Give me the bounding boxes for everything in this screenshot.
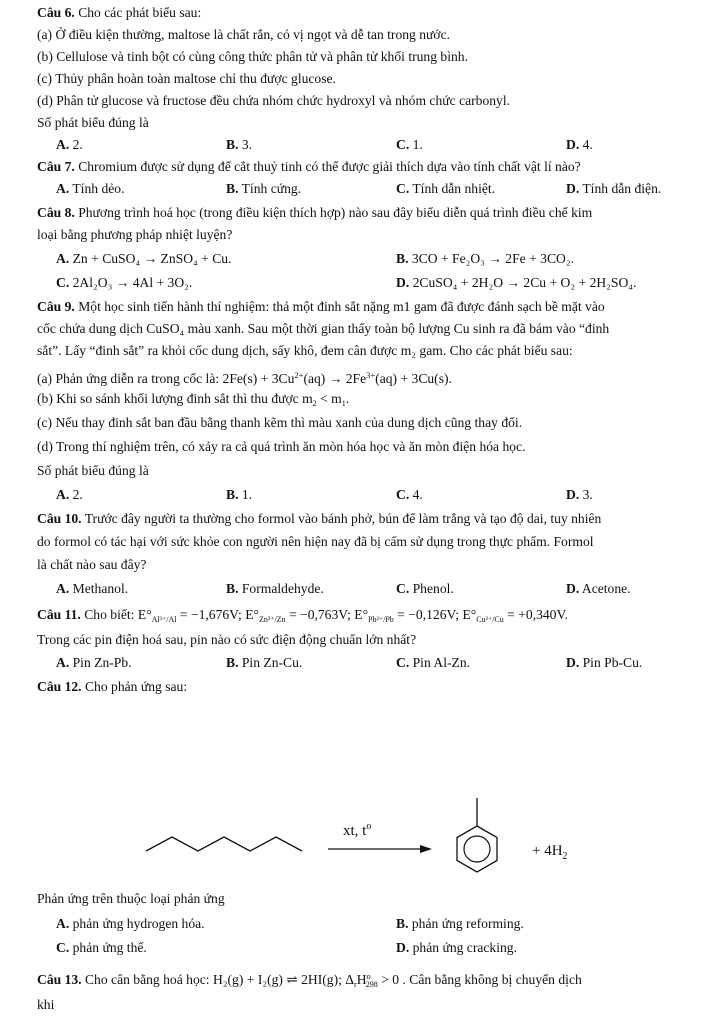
q13-stem-line2: khi bbox=[37, 997, 55, 1012]
q12-option-a[interactable]: A. phản ứng hydrogen hóa. bbox=[56, 916, 205, 931]
q6-statement-c: (c) Thủy phân hoàn toàn maltose chỉ thu được glucose. bbox=[37, 71, 336, 86]
q9-option-b[interactable]: B. 1. bbox=[226, 487, 253, 502]
q8-option-b[interactable]: B. 3CO + Fe₂O₃ → 2Fe + 3CO₂. bbox=[396, 251, 574, 266]
q7-stem: Câu 7. Chromium được sử dụng để cắt thuỷ tinh có thể được giải thích dựa vào tính chất vật lí nào? bbox=[37, 159, 581, 174]
q6-statement-a: (a) Ở điều kiện thường, maltose là chất rắn, có vị ngọt và dễ tan trong nước. bbox=[37, 27, 451, 42]
q12-stem: Câu 12. Cho phản ứng sau: bbox=[37, 679, 188, 694]
q8-stem-line1: Câu 8. Phương trình hoá học (trong điều kiện thích hợp) nào sau đây biểu diễn quá trình điều chế kim bbox=[37, 205, 593, 220]
q11-option-b[interactable]: B. Pin Zn-Cu. bbox=[226, 655, 303, 670]
q6-option-c[interactable]: C. 1. bbox=[396, 137, 423, 152]
potential-cu: $E^\circ_{Cu^{2+}/Cu} = +0,340V$. bbox=[462, 607, 568, 624]
aromatic-circle bbox=[464, 836, 490, 862]
q9-statement-d: (d) Trong thí nghiệm trên, có xảy ra cả quá trình ăn mòn hóa học và ăn mòn điện hóa học. bbox=[37, 439, 526, 454]
q12-option-d[interactable]: D. phản ứng cracking. bbox=[396, 940, 518, 955]
q9-option-c[interactable]: C. 4. bbox=[396, 487, 423, 502]
q9-option-a[interactable]: A. 2. bbox=[56, 487, 83, 502]
q6-statement-b: (b) Cellulose và tinh bột có cùng công thức phân tử và phân tử khối trung bình. bbox=[37, 49, 468, 64]
q8-option-c[interactable]: C. 2Al₂O₃ → 4Al + 3O₂. bbox=[56, 275, 193, 290]
q11-option-d[interactable]: D. Pin Pb-Cu. bbox=[566, 655, 643, 670]
q9-option-d[interactable]: D. 3. bbox=[566, 487, 593, 502]
q7-option-b[interactable]: B. Tính cứng. bbox=[226, 181, 302, 196]
q12-option-b[interactable]: B. phản ứng reforming. bbox=[396, 916, 524, 931]
q12-option-c[interactable]: C. phản ứng thế. bbox=[56, 940, 147, 955]
potential-pb: $E^\circ_{Pb^{2+}/Pb} = -0,126V$; bbox=[354, 607, 460, 624]
q12-reaction-scheme bbox=[0, 700, 725, 880]
q10-option-d[interactable]: D. Acetone. bbox=[566, 581, 631, 596]
q11-stem-line2: Trong các pin điện hoá sau, pin nào có sức điện động chuẩn lớn nhất? bbox=[37, 632, 417, 647]
q6-stem: Câu 6. Cho các phát biểu sau: bbox=[37, 5, 202, 20]
q13-stem: Câu 13. Cho cân bằng hoá học: H₂(g) + I₂(g) ⇌ 2HI(g); $\Delta_rH^o_{298} > 0$ . Cân bằng không bị chuyển dịch bbox=[37, 971, 582, 989]
q6-option-b[interactable]: B. 3. bbox=[226, 137, 253, 152]
q10-stem-line1: Câu 10. Trước đây người ta thường cho formol vào bánh phở, bún để làm trắng và tạo độ dai, tuy nhiên bbox=[37, 511, 602, 526]
q12-ask: Phản ứng trên thuộc loại phản ứng bbox=[37, 891, 225, 906]
q9-statement-b: (b) Khi so sánh khối lượng đinh sắt thì thu được $m_2 < m_1$. bbox=[37, 391, 350, 408]
q9-statement-c: (c) Nếu thay đinh sắt ban đầu bằng thanh kẽm thì màu xanh của dung dịch cũng thay đổi. bbox=[37, 415, 523, 430]
q9-stem-line1: Câu 9. Một học sinh tiến hành thí nghiệm: thả một đinh sắt nặng m1 gam đã được đánh sạch bề mặt vào bbox=[37, 299, 605, 314]
q9-stem-line3: sắt”. Lấy “đinh sắt” ra khỏi cốc dung dịch, sấy khô, đem cân được m₂ gam. Cho các phát biểu sau: bbox=[37, 343, 573, 358]
q9-statement-a: (a) Phản ứng diễn ra trong cốc là: $2Fe(s) + 3Cu^{2+}(aq) \to 2Fe^{3+}(aq) + 3Cu(s)$. bbox=[37, 370, 452, 386]
q10-stem-line3: là chất nào sau đây? bbox=[37, 557, 147, 572]
q9-stem-line2: cốc chứa dung dịch CuSO₄ màu xanh. Sau một thời gian thấy toàn bộ lượng Cu sinh ra đã bám vào “đinh bbox=[37, 321, 610, 336]
q10-stem-line2: do formol có tác hại với sức khỏe con người nên hiện nay đã bị cấm sử dụng trong thực phẩm. Formol bbox=[37, 534, 594, 549]
q6-ask: Số phát biểu đúng là bbox=[37, 115, 149, 130]
reaction-arrow-head bbox=[420, 845, 432, 853]
q8-stem-line2: loại bằng phương pháp nhiệt luyện? bbox=[37, 227, 233, 242]
potential-al: $E^\circ_{Al^{3+}/Al} = -1,676V$; bbox=[137, 607, 242, 624]
potential-zn: $E^\circ_{Zn^{2+}/Zn} = -0,763V$; bbox=[245, 607, 351, 624]
q6-option-a[interactable]: A. 2. bbox=[56, 137, 83, 152]
q11-stem: Câu 11. Cho biết: $E^\circ_{Al^{3+}/Al} = -1,676V$; $E^\circ_{Zn^{2+}/Zn} = -0,763V$; $E^\circ_{Pb^{2+}/Pb} = -0,126V$; $E^\circ_{Cu^{2+}/Cu} = +0,340V$. bbox=[37, 607, 568, 624]
q6-option-d[interactable]: D. 4. bbox=[566, 137, 593, 152]
reaction-condition: xt, $t^o$ bbox=[343, 821, 372, 839]
q10-option-b[interactable]: B. Formaldehyde. bbox=[226, 581, 324, 596]
q11-option-c[interactable]: C. Pin Al-Zn. bbox=[396, 655, 471, 670]
benzene-ring bbox=[457, 826, 497, 872]
q7-option-c[interactable]: C. Tính dẫn nhiệt. bbox=[396, 181, 496, 196]
q10-option-c[interactable]: C. Phenol. bbox=[396, 581, 454, 596]
q10-option-a[interactable]: A. Methanol. bbox=[56, 581, 129, 596]
heptane-skeleton bbox=[146, 837, 302, 851]
q7-option-a[interactable]: A. Tính dẻo. bbox=[56, 181, 125, 196]
q11-option-a[interactable]: A. Pin Zn-Pb. bbox=[56, 655, 132, 670]
hydrogen-product: + $4H_2$ bbox=[532, 843, 568, 862]
q6-statement-d: (d) Phân tử glucose và fructose đều chứa nhóm chức hydroxyl và nhóm chức carbonyl. bbox=[37, 93, 511, 108]
q9-ask: Số phát biểu đúng là bbox=[37, 463, 149, 478]
q7-option-d[interactable]: D. Tính dẫn điện. bbox=[566, 181, 662, 196]
q8-option-a[interactable]: A. Zn + CuSO₄ → ZnSO₄ + Cu. bbox=[56, 251, 232, 266]
q8-option-d[interactable]: D. 2CuSO₄ + 2H₂O → 2Cu + O₂ + 2H₂SO₄. bbox=[396, 275, 637, 290]
